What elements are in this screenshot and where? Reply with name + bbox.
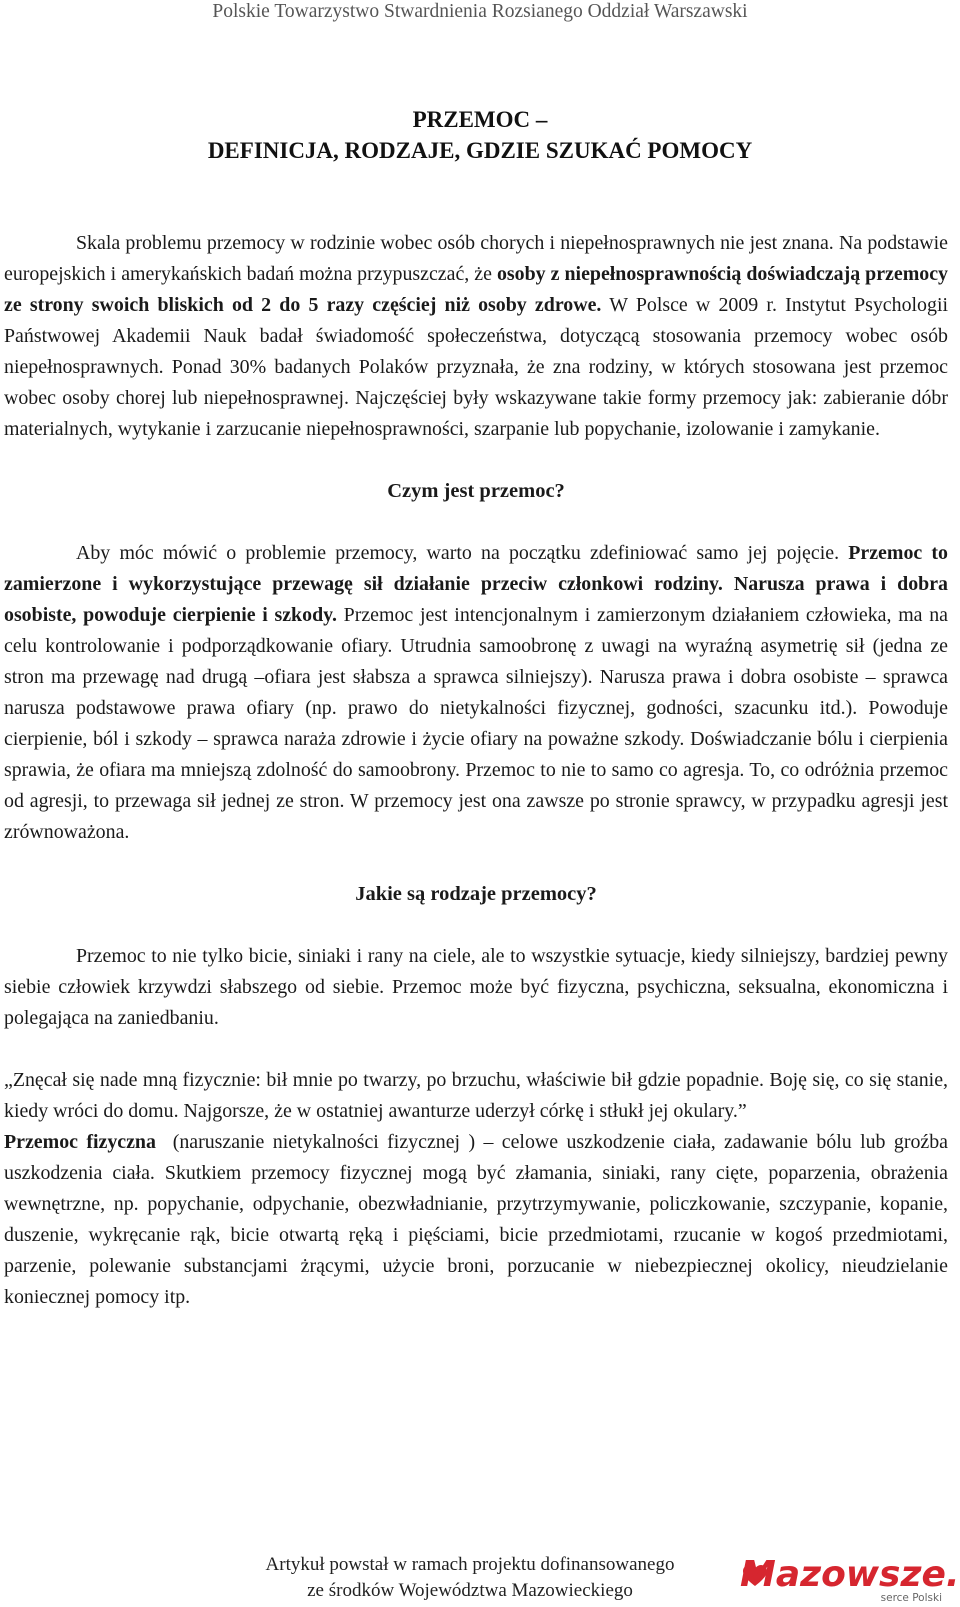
definition-text-1: Aby móc mówić o problemie przemocy, warto na początku zdefiniować samo jej pojęcie. [76,542,849,564]
spacer [4,1034,948,1065]
document-header [0,0,960,23]
logo-tagline: serce Polski [880,1592,942,1604]
physical-violence-term: Przemoc fizyczna [4,1131,156,1153]
intro-bold-statement: osoby z niepełnosprawnością doświadczają przemocy ze strony swoich bliskich od 2 do 5 razy częściej niż osoby zdrowe. [4,263,949,316]
definition-bold: Przemoc to zamierzone i wykorzystujące przewagę sił działanie przeciw członkowi rodziny. Narusza prawa i dobra osobiste, powoduje cierpienie i szkody. [4,542,948,626]
article-body [4,228,953,1313]
intro-text-1: Skala problemu przemocy w rodzinie wobec osób chorych i niepełnosprawnych nie jest znana. Na podstawie europejskich i amerykańskich badań można przypuszczać, że [4,232,948,285]
footer-line-1: Artykuł powstał w ramach projektu dofinansowanego [265,1554,675,1575]
title-line-1: PRZEMOC – [412,107,548,132]
quote-paragraph: „Znęcał się nade mną fizycznie: bił mnie po twarzy, po brzuchu, właściwie bił gdzie popadnie. Boję się, co się stanie, kiedy wróci do domu. Najgorsze, że w ostatniej awanturze uderzył córkę i stłukł jej okulary.” [4,1069,948,1122]
spacer [4,910,948,941]
section-heading-types-of-violence: Jakie są rodzaje przemocy? [355,883,597,905]
intro-paragraph [4,228,948,445]
section-heading-what-is-violence: Czym jest przemoc? [387,480,565,502]
intro-text-2: W Polsce w 2009 r. Instytut Psychologii Państwowej Akademii Nauk badał świadomość społeczeństwa, dotyczącą stosowania przemocy wobec osób niepełnosprawnych. Ponad 30% badanych Polaków przyznała, że zna rodziny, w których stosowana jest przemoc wobec osoby chorej lub niepełnosprawnej. Najczęściej były wskazywane takie formy przemocy jak: zabieranie dóbr materialnych, wytykanie i zarzucanie niepełnosprawności, szarpanie lub popychanie, izolowanie i zamykanie. [4,294,948,440]
spacer [4,445,948,476]
physical-violence-text: (naruszanie nietykalności fizycznej ) – celowe uszkodzenie ciała, zadawanie bólu lub groźba uszkodzenia ciała. Skutkiem przemocy fizycznej mogą być złamania, siniaki, rany cięte, poparzenia, obrażenia wewnętrzne, np. popychanie, odpychanie, obezwładnianie, przytrzymywanie, policzkowanie, szczypanie, kopanie, duszenie, wykręcanie rąk, bicie otwartą ręką i pięściami, bicie przedmiotami, rzucanie w kogoś przedmiotami, parzenie, polewanie substancjami żrącymi, użycie broni, porzucanie w niebezpiecznej okolicy, nieudzielanie koniecznej pomocy itp. [4,1131,953,1308]
organization-name: Polskie Towarzystwo Stwardnienia Rozsianego Oddział Warszawski [212,1,748,22]
title-line-2: DEFINICJA, RODZAJE, GDZIE SZUKAĆ POMOCY [207,138,753,163]
types-paragraph: Przemoc to nie tylko bicie, siniaki i rany na ciele, ale to wszystkie sytuacje, kiedy silniejszy, bardziej pewny siebie człowiek krzywdzi słabszego od siebie. Przemoc może być fizyczna, psychiczna, seksualna, ekonomiczna i polegająca na zaniedbaniu. [4,945,948,1029]
spacer [4,848,948,879]
mazowsze-logo [740,1554,960,1606]
physical-violence-paragraph [4,1127,953,1313]
spacer [4,507,948,538]
document-footer [220,1552,720,1604]
logo-wordmark: Mazowsze. [740,1554,960,1595]
document-title [0,104,960,166]
footer-line-2: ze środków Województwa Mazowieckiego [307,1580,633,1601]
definition-text-2: Przemoc jest intencjonalnym i zamierzonym działaniem człowieka, ma na celu kontrolowanie i podporządkowanie ofiary. Utrudnia samoobronę z uwagi na wyraźną asymetrię sił (jedna ze stron ma przewagę nad drugą –ofiara jest słabsza a sprawca silniejszy). Narusza prawa i dobra osobiste – sprawca narusza podstawowe prawa ofiary (np. prawo do nietykalności fizycznej, godności, szacunku itd.). Powoduje cierpienie, ból i szkody – sprawca naraża zdrowie i życie ofiary na poważne szkody. Doświadczanie bólu i cierpienia sprawia, że ofiara ma mniejszą zdolność do samoobrony. Przemoc to nie to samo co agresja. To, co odróżnia przemoc od agresji, to przewaga sił jednej ze stron. W przemocy jest ona zawsze po stronie sprawcy, w przypadku agresji jest zrównoważona. [4,604,948,843]
definition-paragraph [4,538,948,848]
